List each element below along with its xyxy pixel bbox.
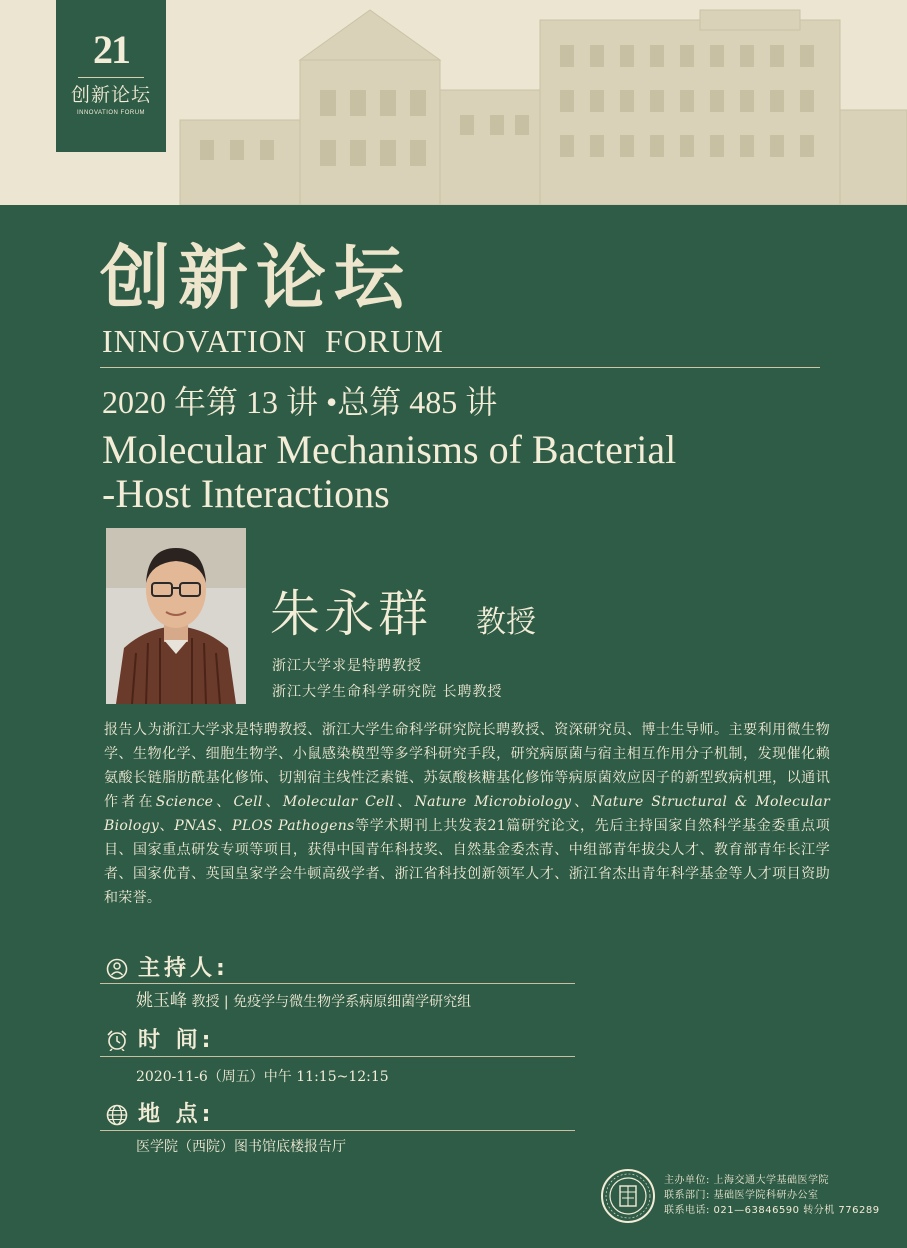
location-divider bbox=[100, 1130, 575, 1131]
bio-separator: 、 bbox=[216, 818, 232, 834]
forum-logo bbox=[56, 0, 166, 152]
bio-separator: 、 bbox=[571, 794, 592, 810]
globe-icon bbox=[106, 1104, 128, 1126]
logo-divider bbox=[78, 77, 144, 78]
journal-plos-pathogens: PLOS Pathogens bbox=[232, 818, 355, 834]
time-divider bbox=[100, 1056, 575, 1057]
talk-title bbox=[102, 428, 882, 516]
journal-science: Science bbox=[155, 794, 214, 810]
time-value: 2020-11-6（周五）中午 11:15~12:15 bbox=[136, 1069, 389, 1085]
bio-separator: 、 bbox=[213, 794, 234, 810]
forum-title-en: INNOVATION FORUM bbox=[102, 323, 444, 359]
host-label: 主持人: bbox=[138, 956, 229, 981]
person-icon bbox=[106, 958, 128, 980]
logo-name-cn: 创新论坛 bbox=[70, 84, 151, 106]
speaker-photo bbox=[106, 528, 246, 704]
speaker-name: 朱永群 bbox=[270, 585, 432, 643]
forum-title-cn: 创新论坛 bbox=[100, 237, 412, 319]
talk-title-line-1: Molecular Mechanisms of Bacterial bbox=[102, 427, 677, 472]
journal-molecular-cell: Molecular Cell bbox=[282, 794, 395, 810]
journal-nature-microbiology: Nature Microbiology bbox=[414, 794, 572, 810]
sponsor-department: 联系部门: 基础医学院科研办公室 bbox=[664, 1190, 819, 1201]
host-title: 教授 | 免疫学与微生物学系病原细菌学研究组 bbox=[187, 994, 472, 1010]
journal-cell: Cell bbox=[233, 794, 263, 810]
speaker-affiliation-1: 浙江大学求是特聘教授 bbox=[272, 658, 422, 674]
sponsor-phone: 联系电话: 021—63846590 转分机 776289 bbox=[664, 1205, 880, 1216]
bio-separator: 、 bbox=[262, 794, 283, 810]
speaker-bio bbox=[104, 718, 830, 910]
speaker-affiliation-2: 浙江大学生命科学研究院 长聘教授 bbox=[272, 684, 503, 700]
university-seal-icon bbox=[600, 1168, 656, 1224]
title-divider bbox=[100, 367, 820, 368]
journal-pnas: PNAS bbox=[174, 818, 217, 834]
bio-text-2: 等学术期刊上共发表21篇研究论文，先后主持国家自然科学基金委重点项目、国家重点研发专项等项目，获得中国青年科技奖、自然基金委杰青、中组部青年拔尖人才、教育部青年长江学者、国家优青、英国皇家学会牛顿高级学者、浙江省科技创新领军人才、浙江省杰出青年科学基金等人才项目资助和荣誉。 bbox=[104, 818, 831, 906]
host-info bbox=[136, 990, 471, 1013]
session-number: 2020 年第 13 讲 •总第 485 讲 bbox=[102, 384, 498, 420]
location-value: 医学院（西院）图书馆底楼报告厅 bbox=[136, 1139, 346, 1155]
journal-nsmb: Nature Structural & Molecular Biology bbox=[104, 794, 830, 834]
logo-number: 21 bbox=[93, 27, 129, 72]
bio-separator: 、 bbox=[159, 818, 175, 834]
talk-title-line-2: -Host Interactions bbox=[102, 471, 390, 516]
sponsor-organizer: 主办单位: 上海交通大学基础医学院 bbox=[664, 1175, 830, 1186]
logo-name-en: INNOVATION FORUM bbox=[76, 110, 146, 116]
bio-text-1: 报告人为浙江大学求是特聘教授、浙江大学生命科学研究院长聘教授、资深研究员、博士生导师。主要利用微生物学、生物化学、细胞生物学、小鼠感染模型等多学科研究手段，研究病原菌与宿主相互作用分子机制，发现催化赖氨酸长链脂肪酰基化修饰、切割宿主线性泛素链、苏氨酸核糖基化修饰等病原菌效应因子的新型致病机理，以通讯作者在 bbox=[104, 722, 830, 810]
host-divider bbox=[100, 983, 575, 984]
speaker-title: 教授 bbox=[476, 605, 536, 640]
time-label: 时 间: bbox=[138, 1028, 215, 1053]
location-label: 地 点: bbox=[138, 1102, 215, 1127]
host-name: 姚玉峰 bbox=[136, 991, 187, 1011]
bio-separator: 、 bbox=[394, 794, 415, 810]
alarm-clock-icon bbox=[106, 1029, 128, 1051]
